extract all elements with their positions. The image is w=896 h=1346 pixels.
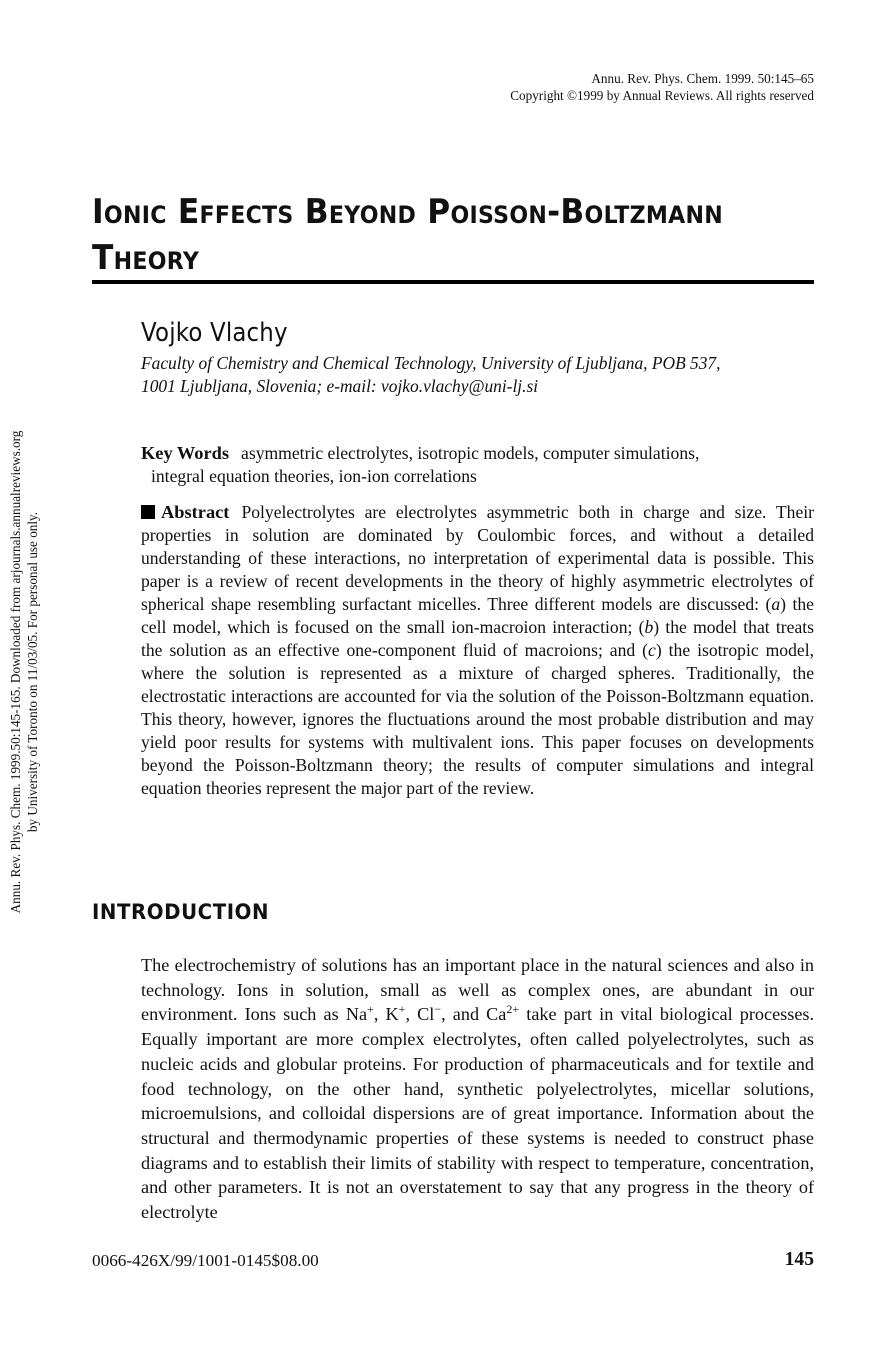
intro-sup-3: − — [434, 1002, 442, 1017]
issn-code: 0066-426X/99/1001-0145$08.00 — [92, 1251, 319, 1270]
abstract-text-1: Polyelectrolytes are electrolytes asymmetric both in charge and size. Their properties in solution are dominated by Coulombic forces, and without a detailed understanding of these interactions, no interpretation of experimental data is possible. This paper is a review of recent developments in the theory of highly asymmetric electrolytes of spherical shape resembling surfactant micelles. Three different models are discussed: ( — [141, 502, 814, 614]
abstract-text-3: ) the model that treats the solution as an effective one-component fluid of macroions; and ( — [141, 617, 814, 660]
affiliation-line-2: 1001 Ljubljana, Slovenia; e-mail: vojko.vlachy@uni-lj.si — [141, 376, 539, 396]
watermark-line-2: by University of Toronto on 11/03/05. For personal use only. — [25, 511, 40, 833]
keywords-block — [141, 442, 814, 488]
abstract-item-c: c — [648, 640, 656, 660]
intro-text-4: , and Ca — [441, 1004, 507, 1025]
page-number: 145 — [784, 1249, 814, 1270]
intro-sup-4: 2+ — [506, 1002, 520, 1017]
watermark-line-1: Annu. Rev. Phys. Chem. 1999.50:145-165. Downloaded from arjournals.annualreviews.org — [8, 430, 23, 914]
intro-text-2: , K — [373, 1004, 399, 1025]
title-line-2: Theory — [92, 238, 200, 278]
intro-sup-2: + — [398, 1002, 406, 1017]
abstract-item-a: a — [771, 594, 781, 614]
abstract-text-2: ) the cell model, which is focused on the small ion-macroion interaction; ( — [141, 594, 814, 637]
affiliation-line-1: Faculty of Chemistry and Chemical Technology, University of Ljubljana, POB 537, — [141, 353, 721, 373]
journal-header — [510, 70, 814, 104]
intro-text-1: The electrochemistry of solutions has an important place in the natural sciences and also in technology. Ions in solution, small as well as complex ones, are abundant in our environment. Ions such as Na — [141, 955, 814, 1025]
introduction-paragraph — [141, 953, 814, 1225]
keywords-text-2: integral equation theories, ion-ion correlations — [151, 466, 477, 486]
intro-sup-1: + — [367, 1002, 374, 1017]
article-title — [92, 189, 764, 281]
author-name: Vojko Vlachy — [141, 318, 288, 348]
title-rule-divider — [92, 280, 814, 284]
journal-citation: Annu. Rev. Phys. Chem. 1999. 50:145–65 — [591, 71, 814, 86]
intro-text-5: take part in vital biological processes. Equally important are more complex electrolytes, often called polyelectrolytes, such as nucleic acids and globular proteins. For production of pharmaceuticals and for textile and food technology, on the other hand, synthetic polyelectrolytes, micellar solutions, microemulsions, and colloidal dispersions are of great importance. Information about the structural and thermodynamic properties of these systems is needed to construct phase diagrams and to establish their limits of stability with respect to temperature, concentration, and other parameters. It is not an overstatement to say that any progress in the theory of electrolyte — [141, 1004, 815, 1223]
abstract-item-b: b — [644, 617, 654, 637]
abstract-text-4: ) the isotropic model, where the solution is represented as a mixture of charged spheres. Traditionally, the electrostatic interactions are accounted for via the solution of the Poisson-Boltzmann equation. This theory, however, ignores the fluctuations around the most probable distribution and may yield poor results for systems with multivalent ions. This paper focuses on developments beyond the Poisson-Boltzmann theory; the results of computer simulations and integral equation theories represent the major part of the review. — [141, 640, 815, 798]
keywords-text-1: asymmetric electrolytes, isotropic models, computer simulations, — [241, 443, 700, 463]
intro-text-3: , Cl — [405, 1004, 435, 1025]
keywords-label: Key Words — [141, 443, 230, 463]
copyright-notice: Copyright ©1999 by Annual Reviews. All rights reserved — [510, 88, 814, 103]
download-watermark — [7, 352, 41, 992]
abstract-block — [141, 501, 814, 800]
introduction-heading: INTRODUCTION — [92, 900, 270, 924]
author-affiliation — [141, 352, 801, 398]
title-line-1: Ionic Effects Beyond Poisson-Boltzmann — [92, 192, 724, 232]
abstract-square-icon — [141, 505, 155, 519]
abstract-label: Abstract — [161, 502, 230, 522]
